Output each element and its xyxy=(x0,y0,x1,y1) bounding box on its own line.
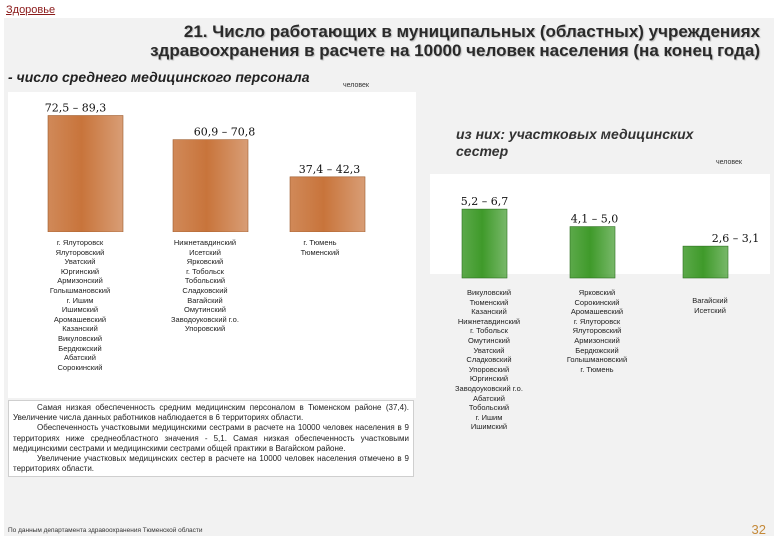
source-note: По данным департамента здравоохранения Тюменской области xyxy=(8,527,203,534)
territory-name: Армизонский xyxy=(57,276,103,286)
territory-name: Тюменский xyxy=(300,247,340,257)
right-chart-data-label: 4,1 – 5,0 xyxy=(570,212,619,226)
territory-name: Уватский xyxy=(64,257,96,267)
territory-name: Исетский xyxy=(189,247,221,257)
territory-name: Омутинский xyxy=(467,335,510,345)
title-line-2: здравоохранения в расчете на 10000 человек населения (на конец года) xyxy=(150,41,760,60)
territory-list-left-3 xyxy=(265,238,375,257)
territory-name: Заводоуковский г.о. xyxy=(171,314,239,324)
right-chart-title: из них: участковых медицинских сестер xyxy=(456,126,694,159)
territory-name: Ярковский xyxy=(186,257,224,267)
territory-name: Аромашевский xyxy=(53,314,107,324)
territory-name: Казанский xyxy=(62,324,98,334)
territory-name: г. Ялуторовск xyxy=(573,316,621,326)
commentary-paragraph: Обеспеченность участковыми медицинскими сестрами в расчете на 10000 человек населения в 9 территориях ниже среднеобластного значения - 5,1. Самая низкая обеспеченность участковыми медицинскими сестрами и медицинскими сестрами общей практики в Вагайском районе. xyxy=(13,423,409,453)
territory-name: Бердюжский xyxy=(575,345,619,355)
territory-name: Исетский xyxy=(694,305,726,315)
territory-name: Ялуторовский xyxy=(572,326,622,336)
page-title xyxy=(100,22,760,60)
right-chart-bar xyxy=(462,209,507,278)
territory-name: Викуловский xyxy=(466,288,512,297)
territory-name: Юргинский xyxy=(60,266,100,276)
territory-name: Сорокинский xyxy=(574,297,620,307)
commentary-box xyxy=(8,400,414,477)
territory-name: Ярковский xyxy=(578,288,616,297)
territory-name: Упоровский xyxy=(184,324,226,334)
territory-name: Нижнетавдинский xyxy=(457,316,521,326)
right-chart-unit: человек xyxy=(716,159,742,166)
territory-name: Абатский xyxy=(473,393,505,403)
territory-list-left-1 xyxy=(30,238,130,372)
left-chart-title: - число среднего медицинского персонала xyxy=(8,69,310,85)
right-chart-bar xyxy=(683,246,728,278)
territory-name: Викуловский xyxy=(57,333,103,343)
right-chart-data-label: 2,6 – 3,1 xyxy=(711,232,760,246)
territory-name: г. Ишим xyxy=(66,295,94,305)
territory-name: Упоровский xyxy=(468,364,510,374)
territory-name: г. Тюмень xyxy=(303,238,337,247)
territory-list-right-1 xyxy=(440,288,538,432)
left-chart-data-label: 60,9 – 70,8 xyxy=(193,125,256,139)
territory-name: Ишимский xyxy=(61,305,99,315)
left-chart-data-label: 37,4 – 42,3 xyxy=(298,162,361,176)
territory-name: Голышмановский xyxy=(566,355,628,365)
territory-name: г. Тюмень xyxy=(580,364,614,374)
right-bar-chart xyxy=(430,190,770,280)
territory-name: Тобольский xyxy=(468,403,510,413)
territory-name: Вагайский xyxy=(692,296,728,305)
territory-name: Сладковский xyxy=(182,285,228,295)
territory-list-right-2 xyxy=(548,288,646,374)
territory-list-left-2 xyxy=(145,238,265,334)
territory-list-right-3 xyxy=(665,296,755,315)
territory-name: Нижнетавдинский xyxy=(173,238,237,247)
territory-name: Бердюжский xyxy=(58,343,102,353)
territory-name: Сладковский xyxy=(466,355,512,365)
territory-name: Абатский xyxy=(64,353,96,363)
territory-name: Аромашевский xyxy=(570,307,624,317)
left-chart-data-label: 72,5 – 89,3 xyxy=(44,101,107,115)
commentary-paragraph: Увеличение участковых медицинских сестер в расчете на 10000 человек населения отмечено в 9 территориях области. xyxy=(13,454,409,474)
territory-name: Армизонский xyxy=(574,335,620,345)
left-chart-bar xyxy=(48,116,123,232)
page-number: 32 xyxy=(751,522,766,537)
left-bar-chart xyxy=(8,92,416,232)
territory-name: Сорокинский xyxy=(57,362,103,372)
territory-name: г. Ишим xyxy=(475,412,503,422)
left-chart-unit: человек xyxy=(343,82,369,89)
territory-name: Ялуторовский xyxy=(55,247,105,257)
territory-name: г. Ялуторовск xyxy=(56,238,104,247)
right-chart-data-label: 5,2 – 6,7 xyxy=(460,195,509,209)
territory-name: Омутинский xyxy=(183,305,226,315)
territory-name: Заводоуковский г.о. xyxy=(455,383,523,393)
section-link[interactable]: Здоровье xyxy=(6,4,56,16)
title-line-1: 21. Число работающих в муниципальных (областных) учреждениях xyxy=(183,22,760,41)
territory-name: Тюменский xyxy=(469,297,509,307)
territory-name: Голышмановский xyxy=(49,285,111,295)
territory-name: Казанский xyxy=(471,307,507,317)
territory-name: Тобольский xyxy=(184,276,226,286)
territory-name: Уватский xyxy=(473,345,505,355)
territory-name: Ишимский xyxy=(470,422,508,432)
territory-name: г. Тобольск xyxy=(186,266,224,276)
territory-name: г. Тобольск xyxy=(470,326,508,336)
commentary-paragraph: Самая низкая обеспеченность средним медицинским персоналом в Тюменском районе (37,4). Увеличение числа данных работников наблюдается в 6 территориях области. xyxy=(13,403,409,423)
territory-name: Вагайский xyxy=(187,295,223,305)
left-chart-bar xyxy=(173,140,248,232)
territory-name: Юргинский xyxy=(469,374,509,384)
left-chart-bar xyxy=(290,177,365,232)
right-chart-bar xyxy=(570,227,615,278)
